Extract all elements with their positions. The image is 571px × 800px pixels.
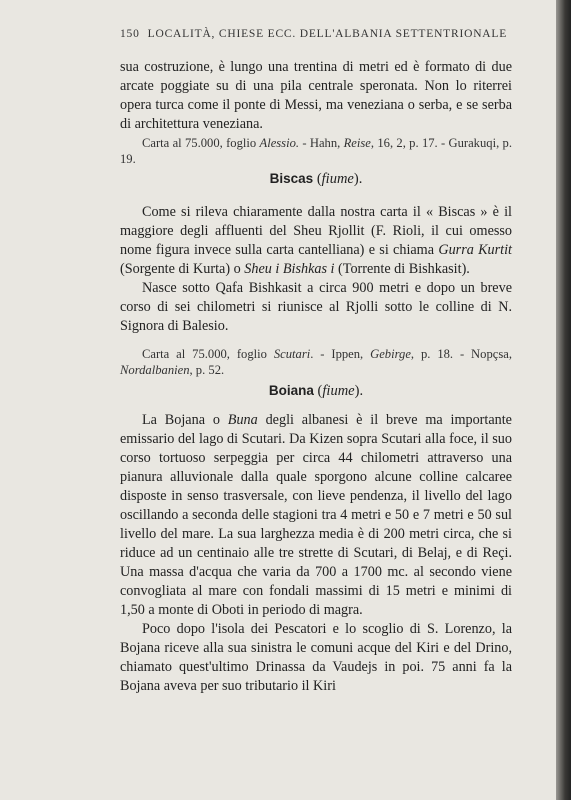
place-name: Sheu i Bishkas i bbox=[244, 261, 335, 277]
intro-paragraph: sua costruzione, è lungo una trentina di metri ed è formato di due arcate poggiate su di una pila centrale speronata. Non lo riterrei opera turca come il ponte di Messi, ma veneziana o serba, e se serba di architettura veneziana. bbox=[120, 59, 512, 132]
text-run: degli albanesi è il breve ma importante emissario del lago di Scutari. Da Kizen sopra Scutari alla foce, il suo corso tortuoso serpeggia per circa 44 chilometri attraverso una pianura alluvionale dalla quale sporgono alcune colline calcaree disposte in senso trasversale, con lieve pendenza, il livello del lago oscillando a seconda delle stagioni tra 4 metri e 50 e 7 metri e 50 sul livello del mare. La sua larghezza media è di 200 metri circa, che si riduce ad un centinaio alle tre strette di Scutari, di Belaj, e di Reçi. Una massa d'acqua che varia da 700 a 1700 mc. al secondo viene convogliata al mare con fondali massimi di 15 metri e minimi di 1,50 a monte di Oboti in periodo di magra. bbox=[120, 412, 512, 618]
ref-map-sheet: Alessio. bbox=[259, 136, 300, 150]
ref-book-title: Reise bbox=[343, 136, 371, 150]
ref-part: . - Ippen, bbox=[310, 347, 371, 361]
heading-boiana bbox=[120, 383, 512, 400]
page-number: 150 bbox=[120, 28, 140, 40]
ref-part: Carta al 75.000, foglio bbox=[142, 136, 260, 150]
running-header bbox=[120, 28, 520, 40]
heading-subtitle: fiume bbox=[321, 171, 354, 187]
heading-subtitle: fiume bbox=[322, 383, 355, 399]
reference-text bbox=[120, 136, 512, 167]
biscas-paragraph-1 bbox=[120, 203, 512, 279]
ref-book-title: Gebirge bbox=[370, 347, 411, 361]
ref-part: Carta al 75.000, foglio bbox=[142, 347, 274, 361]
text-run: Come si rileva chiaramente dalla nostra carta il « Biscas » è il maggiore degli affluenti del Sheu Rjollit (F. Rioli, il cui omesso nome figura invece sulla carta cantelliana) e si chiama bbox=[120, 204, 512, 258]
reference-text bbox=[120, 347, 512, 378]
boiana-section bbox=[120, 411, 512, 696]
book-binding-shadow bbox=[556, 0, 571, 800]
ref-map-sheet: Scutari bbox=[273, 347, 311, 361]
boiana-paragraph-1 bbox=[120, 411, 512, 620]
heading-name: Boiana bbox=[268, 383, 314, 398]
ref-book-title: Nordalbanien bbox=[120, 362, 190, 377]
text-run: La Bojana o bbox=[142, 412, 228, 428]
place-name: Gurra Kurtit bbox=[438, 242, 513, 258]
reference-alessio bbox=[120, 136, 512, 167]
biscas-paragraph-2: Nasce sotto Qafa Bishkasit a circa 900 metri e dopo un breve corso di sei chilometri si riunisce al Rjolli sotto le colline di N. Signora di Balesio. bbox=[120, 280, 512, 334]
section-heading: Biscas (fiume). bbox=[269, 171, 363, 187]
intro-section bbox=[120, 58, 512, 134]
text-run: (Sorgente di Kurta) o bbox=[120, 261, 245, 277]
ref-part: - Hahn, bbox=[299, 136, 344, 150]
place-name: Buna bbox=[227, 412, 258, 428]
heading-biscas bbox=[120, 171, 512, 188]
ref-part: , p. 18. - Nopçsa, bbox=[410, 347, 512, 361]
ref-part: , p. 52. bbox=[189, 362, 225, 377]
reference-scutari bbox=[120, 347, 512, 378]
running-title: LOCALITÀ, CHIESE ECC. DELL'ALBANIA SETTENTRIONALE bbox=[147, 28, 508, 40]
biscas-section bbox=[120, 203, 512, 336]
heading-name: Biscas bbox=[269, 171, 314, 186]
text-run: (Torrente di Bishkasit). bbox=[334, 261, 470, 277]
section-heading: Boiana (fiume). bbox=[268, 383, 364, 399]
boiana-paragraph-2: Poco dopo l'isola dei Pescatori e lo scoglio di S. Lorenzo, la Bojana riceve alla sua sinistra le comuni acque del Kiri e del Drino, chiamato quest'ultimo Drinassa da Vaudejs in poi. 75 anni fa la Bojana aveva per suo tributario il Kiri bbox=[120, 621, 512, 694]
ref-part: , 16, 2, p. 17. - Gurakuqi, p. 19. bbox=[120, 136, 512, 166]
